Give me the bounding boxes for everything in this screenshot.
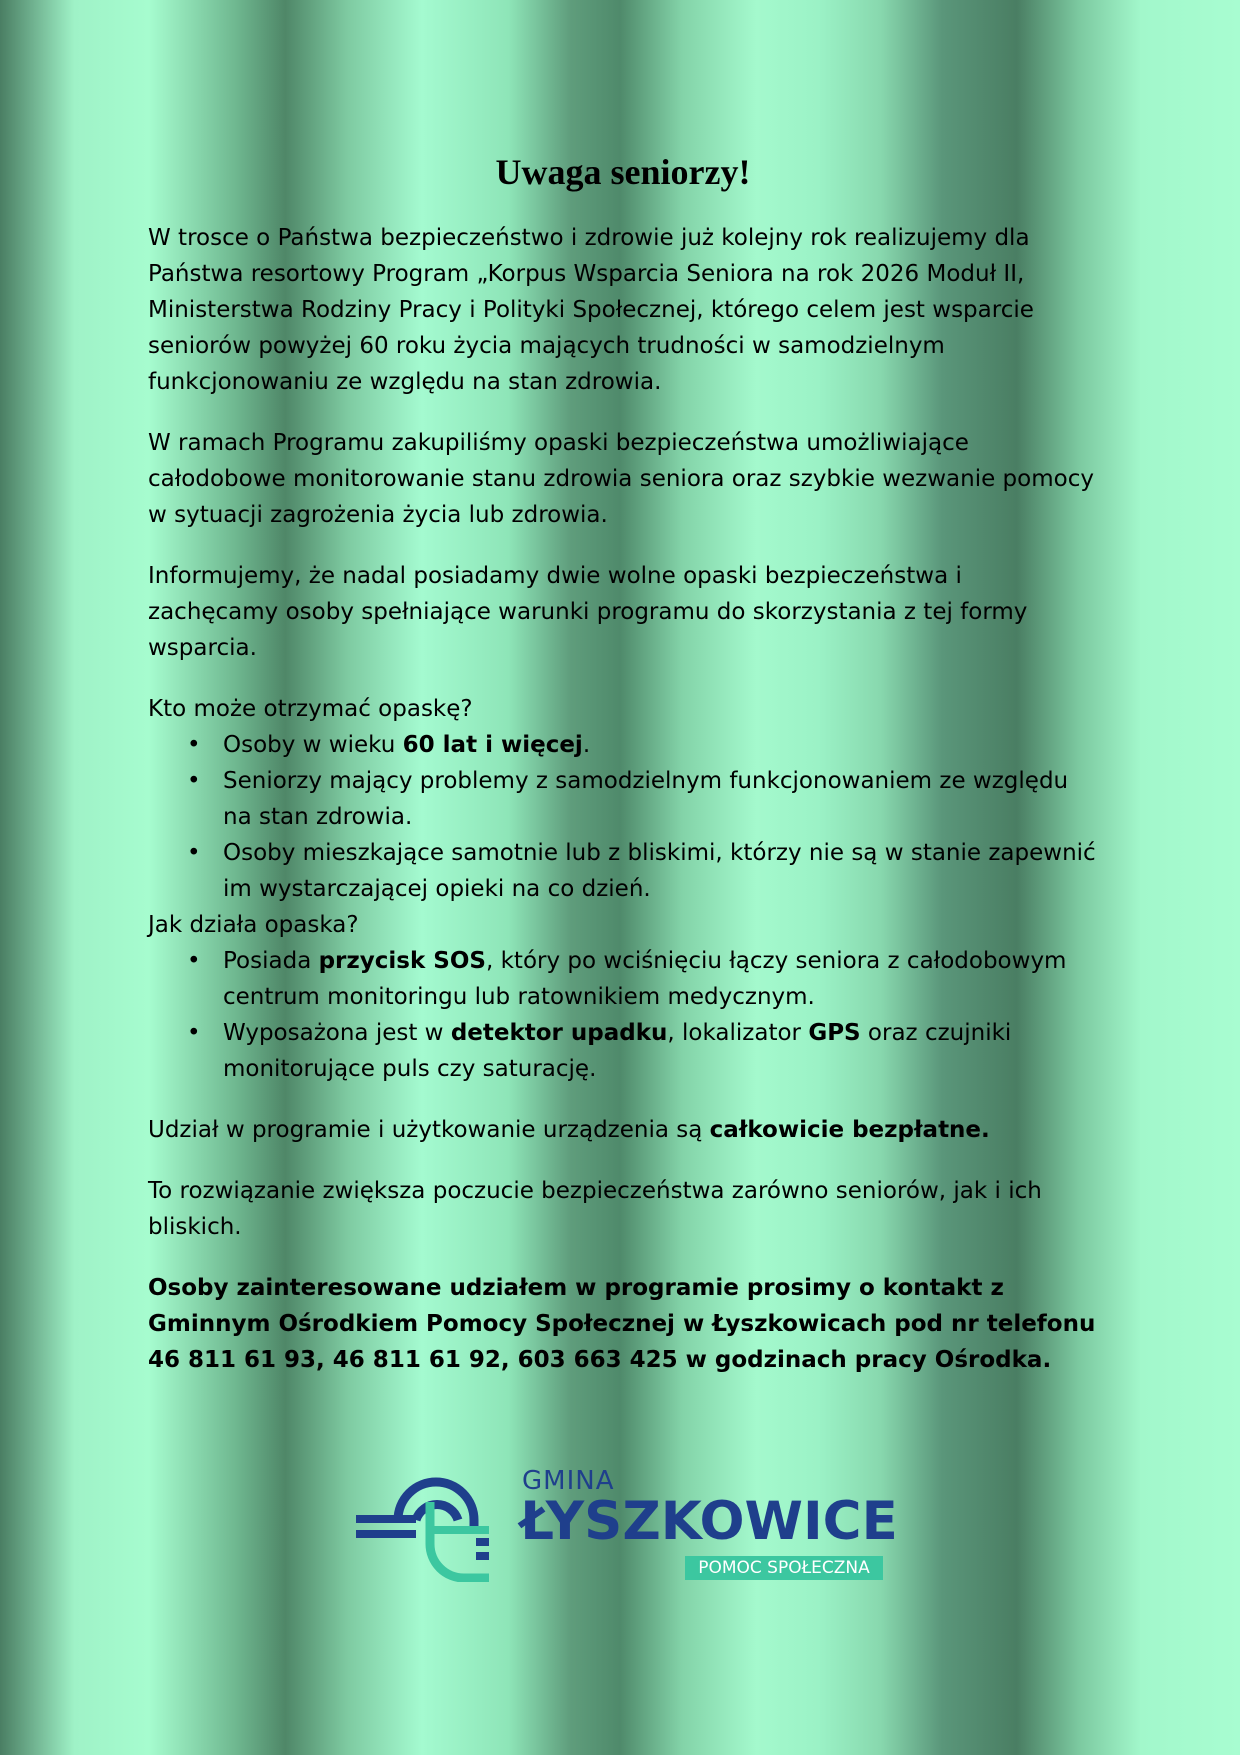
list-text: . xyxy=(582,732,591,758)
logo-name: ŁYSZKOWICE xyxy=(520,1491,898,1552)
logo-gmina: GMINA xyxy=(522,1466,615,1496)
list-item xyxy=(223,943,1098,1015)
free-text: Udział w programie i użytkowanie urządzenia są xyxy=(148,1117,710,1143)
program-paragraph: W ramach Programu zakupiliśmy opaski bezpieczeństwa umożliwiające całodobowe monitorowanie stanu zdrowia seniora oraz szybkie wezwanie pomocy w sytuacji zagrożenia życia lub zdrowia. xyxy=(148,430,1094,528)
intro-paragraph: W trosce o Państwa bezpieczeństwo i zdrowie już kolejny rok realizujemy dla Państwa resortowy Program „Korpus Wsparcia Seniora na rok 2026 Moduł II, Ministerstwa Rodziny Pracy i Polityki Społecznej, którego celem jest wsparcie seniorów powyżej 60 roku życia mających trudności w samodzielnym funkcjonowaniu ze względu na stan zdrowia. xyxy=(148,225,1034,395)
list-text: , lokalizator xyxy=(667,1020,809,1046)
list-item xyxy=(223,727,1098,763)
logo-subtitle: POMOC SPOŁECZNA xyxy=(685,1556,883,1580)
contact-text: Osoby zainteresowane udziałem w programie prosimy o kontakt z Gminnym Ośrodkiem Pomocy Społecznej w Łyszkowicach pod nr telefonu 46 811 61 93, 46 811 61 92, 603 663 425 w godzinach pracy Ośrodka. xyxy=(148,1275,1096,1373)
list-text-bold: detektor upadku xyxy=(450,1020,668,1046)
info-paragraph: Informujemy, że nadal posiadamy dwie wolne opaski bezpieczeństwa i zachęcamy osoby spełniające warunki programu do skorzystania z tej formy wsparcia. xyxy=(148,563,1028,661)
how-list xyxy=(148,943,1098,1087)
gmina-logo xyxy=(354,1462,898,1582)
list-item: • Seniorzy mający problemy z samodzielnym funkcjonowaniem ze względu na stan zdrowia. xyxy=(223,763,1098,835)
safety-paragraph: To rozwiązanie zwiększa poczucie bezpieczeństwa zarówno seniorów, jak i ich bliskich. xyxy=(148,1178,1042,1240)
free-text-bold: całkowicie bezpłatne. xyxy=(709,1117,990,1143)
list-item: • Osoby mieszkające samotnie lub z bliskimi, którzy nie są w stanie zapewnić im wystarczającej opieki na co dzień. xyxy=(223,835,1098,907)
who-heading: Kto może otrzymać opaskę? xyxy=(148,696,473,722)
document xyxy=(148,148,1098,1403)
list-text: , który po wciśnięciu łączy seniora z całodobowym centrum monitoringu lub ratownikiem medycznym. xyxy=(223,948,1067,1010)
page-title: Uwaga seniorzy! xyxy=(495,152,751,192)
list-text-bold: 60 lat i więcej xyxy=(402,732,583,758)
list-text-bold: przycisk SOS xyxy=(318,948,486,974)
who-list xyxy=(148,727,1098,907)
gmina-emblem-icon xyxy=(354,1462,494,1582)
free-paragraph xyxy=(148,1112,1098,1148)
contact-paragraph xyxy=(148,1270,1098,1378)
list-text: Wyposażona jest w xyxy=(223,1020,451,1046)
list-item xyxy=(223,1015,1098,1087)
list-text: oraz czujniki monitorujące puls czy saturację. xyxy=(223,1020,1012,1082)
list-text-bold: GPS xyxy=(808,1020,861,1046)
how-heading: Jak działa opaska? xyxy=(148,912,359,938)
list-text: Posiada xyxy=(223,948,319,974)
list-text: Osoby w wieku xyxy=(223,732,403,758)
